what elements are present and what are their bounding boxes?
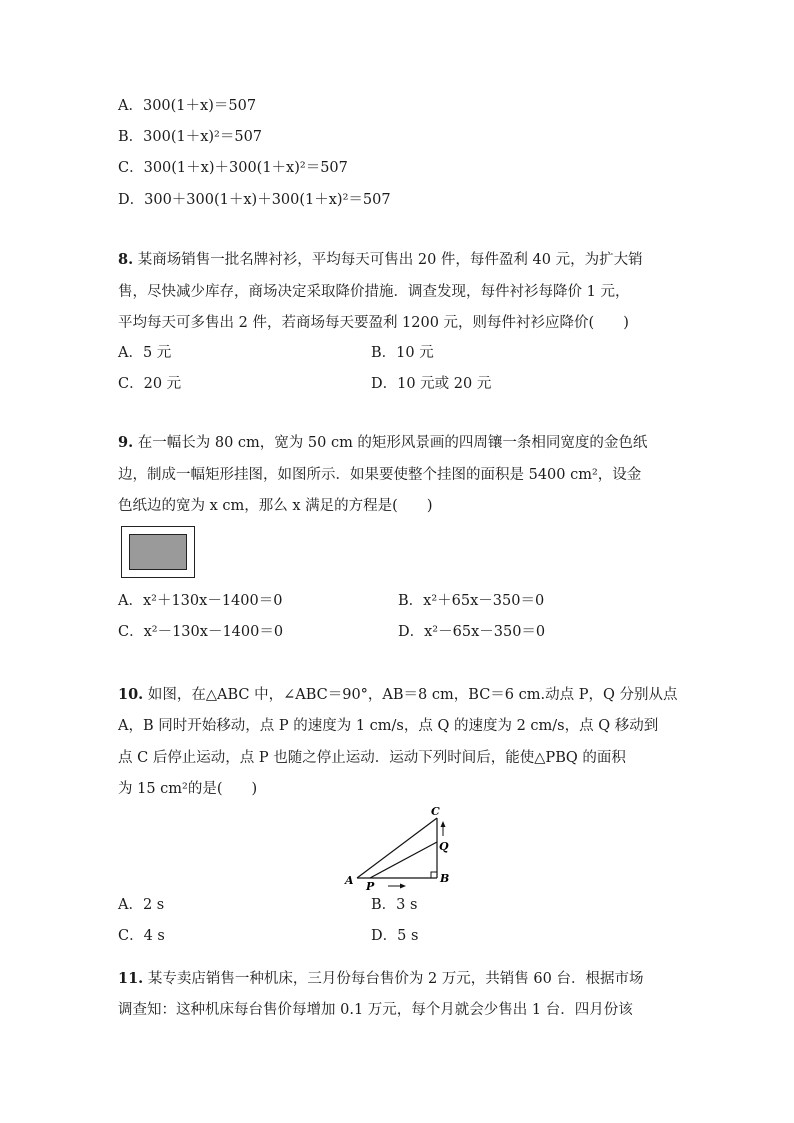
label-c: C (431, 805, 440, 818)
q7-option-a: A．300(1＋x)＝507 (118, 98, 257, 114)
q10-line-4: 为 15 cm²的是( ) (118, 781, 258, 797)
q9-number: 9. (118, 434, 134, 451)
q11-text: 某专卖店销售一种机床，三月份每台售价为 2 万元，共销售 60 台．根据市场 (143, 971, 644, 987)
q11-line-2: 调查知：这种机床每台售价每增加 0.1 万元，每个月就会少售出 1 台．四月份该 (118, 1002, 633, 1018)
label-p: P (366, 880, 375, 892)
q10-option-b: B．3 s (371, 897, 418, 913)
landscape-painting-rect (129, 534, 187, 570)
label-q: Q (439, 840, 449, 853)
q9-line-1 (118, 433, 647, 453)
q7-option-c: C．300(1＋x)＋300(1＋x)²＝507 (118, 160, 348, 176)
q8-option-a: A．5 元 (118, 345, 172, 361)
right-angle-mark (431, 872, 437, 878)
q10-number: 10. (118, 686, 144, 703)
q10-option-d: D．5 s (371, 928, 419, 944)
label-a: A (345, 874, 354, 887)
q8-number: 8. (118, 251, 134, 268)
q8-text: 某商场销售一批名牌衬衫，平均每天可售出 20 件，每件盈利 40 元，为扩大销 (133, 252, 643, 268)
q8-line-3: 平均每天可多售出 2 件，若商场每天要盈利 1200 元，则每件衬衫应降价( ) (118, 315, 629, 331)
q9-text: 在一幅长为 80 cm，宽为 50 cm 的矩形风景画的四周镶一条相同宽度的金色纸 (133, 435, 648, 451)
q9-option-b: B．x²＋65x－350＝0 (398, 593, 545, 609)
q10-line-1 (118, 685, 677, 705)
q10-option-a: A．2 s (118, 897, 165, 913)
q-arrow-head (441, 821, 446, 827)
q9-option-c: C．x²－130x－1400＝0 (118, 624, 284, 640)
q8-option-b: B．10 元 (371, 345, 434, 361)
q8-line-2: 售，尽快减少库存，商场决定采取降价措施．调查发现，每件衬衫每降价 1 元， (118, 284, 630, 300)
q9-option-d: D．x²－65x－350＝0 (398, 624, 546, 640)
p-arrow-head (400, 884, 406, 889)
q11-number: 11. (118, 970, 144, 987)
q10-option-c: C．4 s (118, 928, 165, 944)
picture-frame-figure (121, 526, 195, 578)
q10-line-3: 点 C 后停止运动，点 P 也随之停止运动．运动下列时间后，能使△PBQ 的面积 (118, 750, 626, 766)
q7-option-b: B．300(1＋x)²＝507 (118, 129, 263, 145)
q9-option-a: A．x²＋130x－1400＝0 (118, 593, 283, 609)
q9-line-2: 边，制成一幅矩形挂图，如图所示．如果要使整个挂图的面积是 5400 cm²，设金 (118, 467, 642, 483)
q9-line-3: 色纸边的宽为 x cm，那么 x 满足的方程是( ) (118, 498, 433, 514)
q11-line-1 (118, 969, 643, 989)
q10-text: 如图，在△ABC 中，∠ABC＝90°，AB＝8 cm，BC＝6 cm.动点 P，Q 分别从点 (143, 687, 678, 703)
q8-option-d: D．10 元或 20 元 (371, 376, 492, 392)
q7-option-d: D．300＋300(1＋x)＋300(1＋x)²＝507 (118, 192, 391, 208)
triangle-abc-figure (340, 802, 460, 892)
q8-option-c: C．20 元 (118, 376, 182, 392)
q10-line-2: A，B 同时开始移动，点 P 的速度为 1 cm/s，点 Q 的速度为 2 cm/s，点 Q 移动到 (118, 718, 659, 734)
label-b: B (440, 872, 450, 885)
q8-line-1 (118, 250, 643, 270)
